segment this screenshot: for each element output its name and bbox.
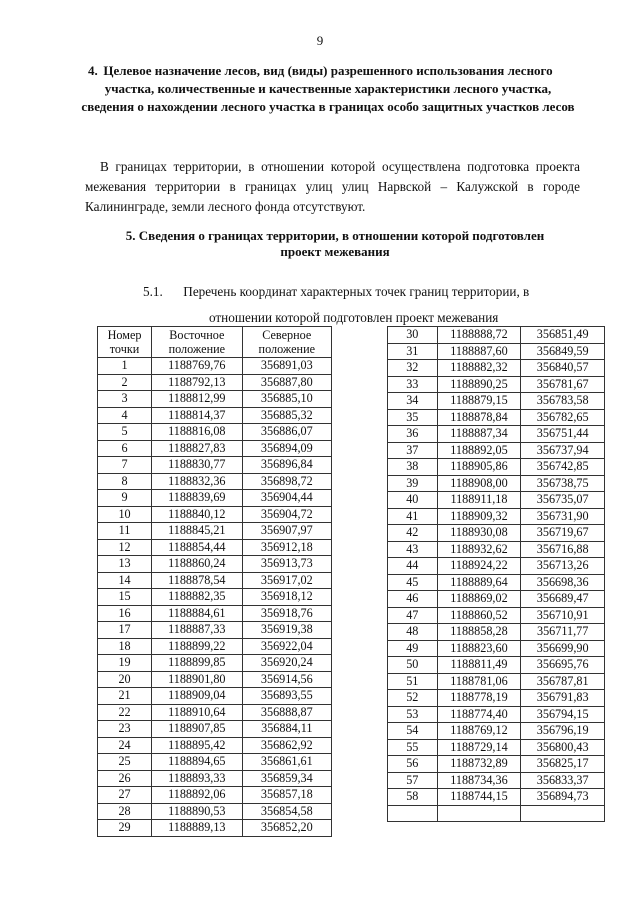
point-number-cell: 8 <box>98 473 152 490</box>
point-number-cell: 10 <box>98 506 152 523</box>
table-row <box>98 820 332 837</box>
table-row <box>388 360 605 377</box>
north-coordinate-cell: 356891,03 <box>242 358 331 375</box>
table-row <box>388 739 605 756</box>
point-number-cell: 44 <box>388 558 438 575</box>
table-row <box>98 539 332 556</box>
table-row <box>388 772 605 789</box>
east-coordinate-cell: 1188878,84 <box>437 409 521 426</box>
north-coordinate-cell: 356710,91 <box>521 607 605 624</box>
point-number-cell: 3 <box>98 391 152 408</box>
table-row <box>98 473 332 490</box>
north-coordinate-cell: 356781,67 <box>521 376 605 393</box>
north-coordinate-cell: 356894,09 <box>242 440 331 457</box>
table-row <box>388 508 605 525</box>
table-row <box>98 754 332 771</box>
north-coordinate-cell: 356854,58 <box>242 803 331 820</box>
east-coordinate-cell: 1188854,44 <box>152 539 242 556</box>
east-coordinate-cell: 1188769,12 <box>437 723 521 740</box>
point-number-cell: 12 <box>98 539 152 556</box>
table-row <box>388 690 605 707</box>
east-coordinate-cell: 1188930,08 <box>437 525 521 542</box>
point-number-cell: 42 <box>388 525 438 542</box>
north-coordinate-cell: 356735,07 <box>521 492 605 509</box>
table-row <box>98 523 332 540</box>
east-coordinate-cell: 1188860,52 <box>437 607 521 624</box>
east-coordinate-cell: 1188781,06 <box>437 673 521 690</box>
table-row <box>388 805 605 822</box>
header-east: Восточное положение <box>152 327 242 358</box>
table-row <box>98 506 332 523</box>
table-row <box>388 591 605 608</box>
east-coordinate-cell: 1188884,61 <box>152 605 242 622</box>
east-coordinate-cell: 1188907,85 <box>152 721 242 738</box>
table-row <box>98 374 332 391</box>
point-number-cell: 26 <box>98 770 152 787</box>
section-4-number: 4. <box>88 63 98 78</box>
table-row <box>98 440 332 457</box>
point-number-cell: 25 <box>98 754 152 771</box>
table-row <box>388 327 605 344</box>
point-number-cell: 18 <box>98 638 152 655</box>
north-coordinate-cell: 356852,20 <box>242 820 331 837</box>
east-coordinate-cell: 1188734,36 <box>437 772 521 789</box>
east-coordinate-cell: 1188769,76 <box>152 358 242 375</box>
point-number-cell: 30 <box>388 327 438 344</box>
north-coordinate-cell: 356917,02 <box>242 572 331 589</box>
header-point-number: Номер точки <box>98 327 152 358</box>
point-number-cell: 50 <box>388 657 438 674</box>
east-coordinate-cell: 1188839,69 <box>152 490 242 507</box>
point-number-cell: 31 <box>388 343 438 360</box>
point-number-cell: 32 <box>388 360 438 377</box>
north-coordinate-cell: 356885,10 <box>242 391 331 408</box>
east-coordinate-cell: 1188894,65 <box>152 754 242 771</box>
north-coordinate-cell <box>521 805 605 822</box>
table-row <box>98 572 332 589</box>
point-number-cell: 51 <box>388 673 438 690</box>
east-coordinate-cell: 1188832,36 <box>152 473 242 490</box>
north-coordinate-cell: 356888,87 <box>242 704 331 721</box>
point-number-cell: 56 <box>388 756 438 773</box>
point-number-cell: 45 <box>388 574 438 591</box>
table-row <box>388 706 605 723</box>
north-coordinate-cell: 356716,88 <box>521 541 605 558</box>
north-coordinate-cell: 356912,18 <box>242 539 331 556</box>
point-number-cell: 47 <box>388 607 438 624</box>
north-coordinate-cell: 356711,77 <box>521 624 605 641</box>
north-coordinate-cell: 356689,47 <box>521 591 605 608</box>
east-coordinate-cell: 1188732,89 <box>437 756 521 773</box>
east-coordinate-cell: 1188909,32 <box>437 508 521 525</box>
point-number-cell: 55 <box>388 739 438 756</box>
table-row <box>98 803 332 820</box>
point-number-cell: 20 <box>98 671 152 688</box>
north-coordinate-cell: 356751,44 <box>521 426 605 443</box>
table-row <box>388 607 605 624</box>
point-number-cell: 29 <box>98 820 152 837</box>
east-coordinate-cell: 1188882,32 <box>437 360 521 377</box>
point-number-cell: 6 <box>98 440 152 457</box>
east-coordinate-cell <box>437 805 521 822</box>
point-number-cell: 36 <box>388 426 438 443</box>
point-number-cell: 35 <box>388 409 438 426</box>
east-coordinate-cell: 1188895,42 <box>152 737 242 754</box>
east-coordinate-cell: 1188893,33 <box>152 770 242 787</box>
east-coordinate-cell: 1188911,18 <box>437 492 521 509</box>
point-number-cell: 37 <box>388 442 438 459</box>
north-coordinate-cell: 356904,44 <box>242 490 331 507</box>
north-coordinate-cell: 356918,12 <box>242 589 331 606</box>
north-coordinate-cell: 356731,90 <box>521 508 605 525</box>
point-number-cell: 40 <box>388 492 438 509</box>
east-coordinate-cell: 1188887,33 <box>152 622 242 639</box>
table-row <box>388 459 605 476</box>
north-coordinate-cell: 356738,75 <box>521 475 605 492</box>
east-coordinate-cell: 1188778,19 <box>437 690 521 707</box>
table-row <box>388 409 605 426</box>
north-coordinate-cell: 356796,19 <box>521 723 605 740</box>
north-coordinate-cell: 356787,81 <box>521 673 605 690</box>
east-coordinate-cell: 1188878,54 <box>152 572 242 589</box>
header-north: Северное положение <box>242 327 331 358</box>
north-coordinate-cell: 356698,36 <box>521 574 605 591</box>
east-coordinate-cell: 1188812,99 <box>152 391 242 408</box>
north-coordinate-cell: 356737,94 <box>521 442 605 459</box>
north-coordinate-cell: 356914,56 <box>242 671 331 688</box>
section-4-title: Целевое назначение лесов, вид (виды) разрешенного использования лесного участка, количественные и качественные характеристики лесного участка, сведения о нахождении лесного участка в границах особо защитных участков лесов <box>81 63 575 114</box>
table-row <box>98 721 332 738</box>
table-row <box>388 789 605 806</box>
point-number-cell: 34 <box>388 393 438 410</box>
east-coordinate-cell: 1188860,24 <box>152 556 242 573</box>
table-row <box>388 640 605 657</box>
table-row <box>98 391 332 408</box>
point-number-cell: 21 <box>98 688 152 705</box>
point-number-cell: 9 <box>98 490 152 507</box>
table-row <box>98 556 332 573</box>
east-coordinate-cell: 1188905,86 <box>437 459 521 476</box>
north-coordinate-cell: 356893,55 <box>242 688 331 705</box>
east-coordinate-cell: 1188830,77 <box>152 457 242 474</box>
north-coordinate-cell: 356894,73 <box>521 789 605 806</box>
point-number-cell: 7 <box>98 457 152 474</box>
table-row <box>98 589 332 606</box>
table-row <box>98 490 332 507</box>
north-coordinate-cell: 356800,43 <box>521 739 605 756</box>
point-number-cell: 46 <box>388 591 438 608</box>
north-coordinate-cell: 356851,49 <box>521 327 605 344</box>
table-row <box>388 475 605 492</box>
table-row <box>388 525 605 542</box>
point-number-cell <box>388 805 438 822</box>
point-number-cell: 48 <box>388 624 438 641</box>
east-coordinate-cell: 1188729,14 <box>437 739 521 756</box>
point-number-cell: 52 <box>388 690 438 707</box>
north-coordinate-cell: 356885,32 <box>242 407 331 424</box>
point-number-cell: 15 <box>98 589 152 606</box>
point-number-cell: 14 <box>98 572 152 589</box>
north-coordinate-cell: 356699,90 <box>521 640 605 657</box>
point-number-cell: 28 <box>98 803 152 820</box>
north-coordinate-cell: 356695,76 <box>521 657 605 674</box>
point-number-cell: 11 <box>98 523 152 540</box>
east-coordinate-cell: 1188908,00 <box>437 475 521 492</box>
table-row <box>98 457 332 474</box>
table-row <box>98 424 332 441</box>
point-number-cell: 5 <box>98 424 152 441</box>
left-table-body <box>98 358 332 837</box>
east-coordinate-cell: 1188811,49 <box>437 657 521 674</box>
north-coordinate-cell: 356919,38 <box>242 622 331 639</box>
table-row <box>388 673 605 690</box>
east-coordinate-cell: 1188792,13 <box>152 374 242 391</box>
table-row <box>98 704 332 721</box>
north-coordinate-cell: 356859,34 <box>242 770 331 787</box>
east-coordinate-cell: 1188890,53 <box>152 803 242 820</box>
point-number-cell: 53 <box>388 706 438 723</box>
point-number-cell: 2 <box>98 374 152 391</box>
point-number-cell: 1 <box>98 358 152 375</box>
north-coordinate-cell: 356918,76 <box>242 605 331 622</box>
table-row <box>98 655 332 672</box>
north-coordinate-cell: 356713,26 <box>521 558 605 575</box>
east-coordinate-cell: 1188889,13 <box>152 820 242 837</box>
table-row <box>388 541 605 558</box>
point-number-cell: 23 <box>98 721 152 738</box>
north-coordinate-cell: 356742,85 <box>521 459 605 476</box>
north-coordinate-cell: 356898,72 <box>242 473 331 490</box>
point-number-cell: 24 <box>98 737 152 754</box>
east-coordinate-cell: 1188845,21 <box>152 523 242 540</box>
table-row <box>98 605 332 622</box>
table-row <box>98 358 332 375</box>
point-number-cell: 58 <box>388 789 438 806</box>
east-coordinate-cell: 1188882,35 <box>152 589 242 606</box>
north-coordinate-cell: 356862,92 <box>242 737 331 754</box>
point-number-cell: 4 <box>98 407 152 424</box>
east-coordinate-cell: 1188910,64 <box>152 704 242 721</box>
table-row <box>388 723 605 740</box>
east-coordinate-cell: 1188887,60 <box>437 343 521 360</box>
point-number-cell: 38 <box>388 459 438 476</box>
east-coordinate-cell: 1188932,62 <box>437 541 521 558</box>
east-coordinate-cell: 1188890,25 <box>437 376 521 393</box>
north-coordinate-cell: 356913,73 <box>242 556 331 573</box>
table-header-row <box>98 327 332 358</box>
east-coordinate-cell: 1188892,05 <box>437 442 521 459</box>
north-coordinate-cell: 356886,07 <box>242 424 331 441</box>
north-coordinate-cell: 356719,67 <box>521 525 605 542</box>
north-coordinate-cell: 356904,72 <box>242 506 331 523</box>
point-number-cell: 43 <box>388 541 438 558</box>
point-number-cell: 57 <box>388 772 438 789</box>
table-row <box>98 638 332 655</box>
table-row <box>388 756 605 773</box>
table-row <box>98 671 332 688</box>
point-number-cell: 22 <box>98 704 152 721</box>
east-coordinate-cell: 1188814,37 <box>152 407 242 424</box>
point-number-cell: 19 <box>98 655 152 672</box>
east-coordinate-cell: 1188909,04 <box>152 688 242 705</box>
east-coordinate-cell: 1188816,08 <box>152 424 242 441</box>
north-coordinate-cell: 356896,84 <box>242 457 331 474</box>
table-row <box>98 407 332 424</box>
north-coordinate-cell: 356922,04 <box>242 638 331 655</box>
north-coordinate-cell: 356840,57 <box>521 360 605 377</box>
subsection-title-line-1: Перечень координат характерных точек границ территории, в <box>183 284 530 299</box>
north-coordinate-cell: 356825,17 <box>521 756 605 773</box>
coordinates-table-left <box>97 326 332 837</box>
table-row <box>98 770 332 787</box>
north-coordinate-cell: 356833,37 <box>521 772 605 789</box>
point-number-cell: 27 <box>98 787 152 804</box>
subsection-title-line-2: отношении которой подготовлен проект межевания <box>209 310 499 325</box>
table-row <box>388 376 605 393</box>
point-number-cell: 33 <box>388 376 438 393</box>
table-row <box>388 574 605 591</box>
subsection-5-1-heading <box>143 279 593 331</box>
page-number: 9 <box>316 33 324 48</box>
east-coordinate-cell: 1188879,15 <box>437 393 521 410</box>
east-coordinate-cell: 1188901,80 <box>152 671 242 688</box>
table-row <box>388 393 605 410</box>
north-coordinate-cell: 356884,11 <box>242 721 331 738</box>
east-coordinate-cell: 1188823,60 <box>437 640 521 657</box>
point-number-cell: 13 <box>98 556 152 573</box>
east-coordinate-cell: 1188887,34 <box>437 426 521 443</box>
north-coordinate-cell: 356920,24 <box>242 655 331 672</box>
east-coordinate-cell: 1188924,22 <box>437 558 521 575</box>
point-number-cell: 17 <box>98 622 152 639</box>
section-5-heading: 5. Сведения о границах территории, в отношении которой подготовлен проект межевания <box>125 228 545 259</box>
table-row <box>98 787 332 804</box>
east-coordinate-cell: 1188858,28 <box>437 624 521 641</box>
table-row <box>98 622 332 639</box>
north-coordinate-cell: 356783,58 <box>521 393 605 410</box>
point-number-cell: 16 <box>98 605 152 622</box>
north-coordinate-cell: 356794,15 <box>521 706 605 723</box>
subsection-number: 5.1. <box>143 284 163 299</box>
coordinates-table-right <box>387 326 605 822</box>
north-coordinate-cell: 356857,18 <box>242 787 331 804</box>
table-row <box>388 343 605 360</box>
north-coordinate-cell: 356861,61 <box>242 754 331 771</box>
east-coordinate-cell: 1188744,15 <box>437 789 521 806</box>
table-row <box>388 624 605 641</box>
table-row <box>388 558 605 575</box>
table-row <box>388 442 605 459</box>
north-coordinate-cell: 356907,97 <box>242 523 331 540</box>
east-coordinate-cell: 1188892,06 <box>152 787 242 804</box>
north-coordinate-cell: 356849,59 <box>521 343 605 360</box>
east-coordinate-cell: 1188899,22 <box>152 638 242 655</box>
section-4-heading <box>78 62 578 116</box>
east-coordinate-cell: 1188840,12 <box>152 506 242 523</box>
table-row <box>98 737 332 754</box>
table-row <box>98 688 332 705</box>
point-number-cell: 49 <box>388 640 438 657</box>
right-table-body <box>388 327 605 822</box>
table-row <box>388 426 605 443</box>
east-coordinate-cell: 1188899,85 <box>152 655 242 672</box>
table-row <box>388 492 605 509</box>
north-coordinate-cell: 356887,80 <box>242 374 331 391</box>
east-coordinate-cell: 1188889,64 <box>437 574 521 591</box>
north-coordinate-cell: 356782,65 <box>521 409 605 426</box>
table-row <box>388 657 605 674</box>
forest-fund-paragraph: В границах территории, в отношении которой осуществлена подготовка проекта межевания территории в границах улиц улиц Нарвской – Калужской в городе Калининграде, земли лесного фонда отсутствуют. <box>85 159 580 214</box>
east-coordinate-cell: 1188888,72 <box>437 327 521 344</box>
east-coordinate-cell: 1188774,40 <box>437 706 521 723</box>
point-number-cell: 39 <box>388 475 438 492</box>
east-coordinate-cell: 1188869,02 <box>437 591 521 608</box>
north-coordinate-cell: 356791,83 <box>521 690 605 707</box>
point-number-cell: 41 <box>388 508 438 525</box>
east-coordinate-cell: 1188827,83 <box>152 440 242 457</box>
point-number-cell: 54 <box>388 723 438 740</box>
